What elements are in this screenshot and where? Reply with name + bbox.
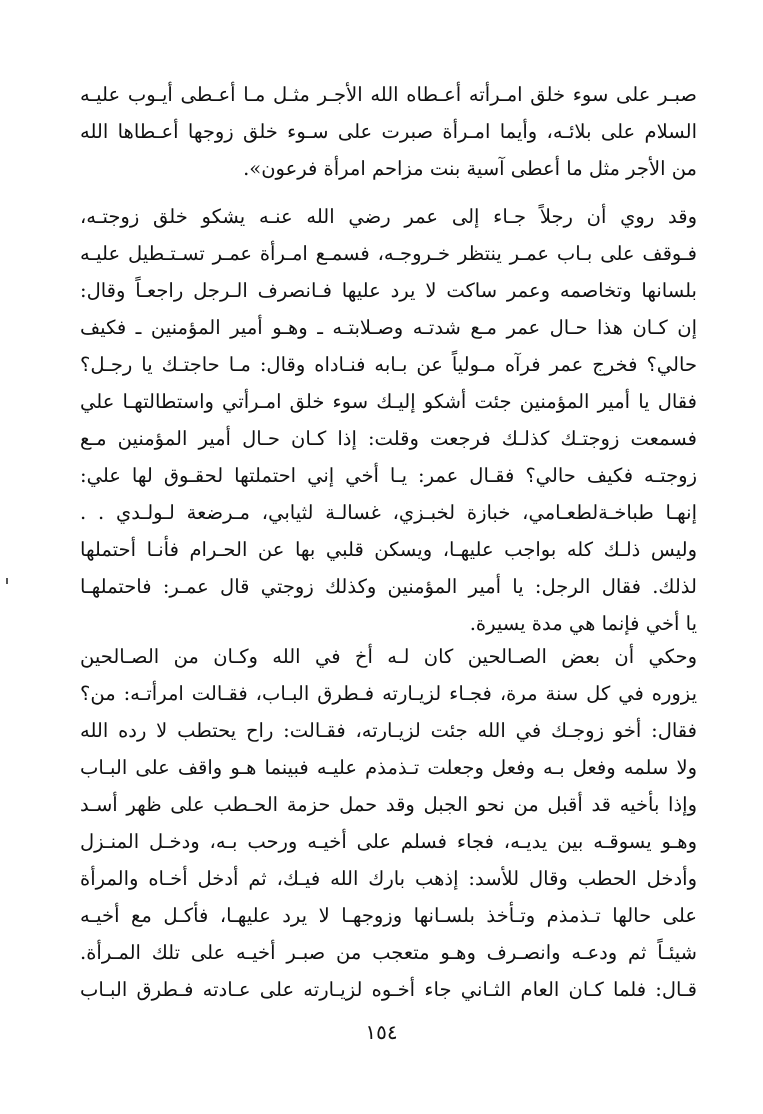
paragraph-1	[80, 76, 697, 187]
text-line: بلسانها وتخاصمه وعمر ساكت لا يرد عليها فـانصرف الـرجل راجعـاً وقال:	[80, 279, 697, 302]
text-line: قـال: فلما كـان العام الثـاني جاء أخـوه لزيـارته على عـادته فـطرق البـاب	[80, 978, 697, 1001]
paragraph-2	[80, 198, 697, 642]
text-line: فقال: أخو زوجـك في الله جئت لزيـارته، فقـالت: راح يحتطب لا رده الله	[80, 719, 697, 742]
text-line: من الأجر مثل ما أعطى آسية بنت مزاحم امرأة فرعون».	[243, 157, 697, 180]
text-line: السلام على بلائـه، وأيما امـرأة صبرت على سـوء خلق زوجها أعـطاها الله	[80, 120, 697, 143]
text-line: على حالها تـذمذم وتـأخذ بلسـانها وزوجهـا لا يرد عليهـا، فأكـل مع أخيـه	[80, 904, 697, 927]
text-line: وإذا بأخيه قد أقبل من نحو الجبل وقد حمل حزمة الحـطب على ظهر أسـد	[80, 793, 697, 816]
text-line: يا أخي فإنما هي مدة يسيرة.	[469, 612, 697, 635]
paragraph-3	[80, 638, 697, 1008]
text-line: يزوره في كل سنة مرة، فجـاء لزيـارته فـطرق البـاب، فقـالت امرأتـه: من؟	[80, 682, 697, 705]
text-line: وقد روي أن رجلاً جـاء إلى عمر رضي الله عنـه يشكو خلق زوجتـه،	[80, 205, 697, 228]
text-line: وهـو يسوقـه بين يديـه، فجاء فسلم على أخيـه ورحب بـه، ودخـل المنـزل	[80, 830, 697, 853]
scan-artifact	[6, 578, 8, 584]
text-line: وحكي أن بعض الصـالحين كان لـه أخ في الله وكـان من الصـالحين	[80, 645, 697, 668]
text-line: فقال يا أمير المؤمنين جئت أشكو إليـك سوء خلق امـرأتي واستطالتهـا علي	[80, 390, 697, 413]
text-line: حالي؟ فخرج عمر فرآه مـولياً عن بـابه فنـاداه وقال: مـا حاجتـك يا رجـل؟	[80, 353, 697, 376]
text-line: إن كـان هذا حـال عمر مـع شدتـه وصـلابتـه ـ وهـو أمير المؤمنين ـ فكيف	[80, 316, 697, 339]
text-line: إنهـا طباخـةلطعـامي، خبازة لخبـزي، غسالـة لثيابي، مـرضعة لـولـدي . .	[80, 501, 697, 524]
text-line: وليس ذلـك كله بواجب عليهـا، ويسكن قلبي بها عن الحـرام فأنـا أحتملها	[80, 538, 697, 561]
text-line: ولا سلمه وفعل بـه وفعل وجعلت تـذمذم عليـه فبينما هـو واقف على البـاب	[80, 756, 697, 779]
text-line: زوجتـه فكيف حالي؟ فقـال عمر: يـا أخي إني احتملتها لحقـوق لها علي:	[80, 464, 697, 487]
text-line: صبـر على سوء خلق امـرأته أعـطاه الله الأجـر مثـل مـا أعـطى أيـوب عليـه	[80, 83, 697, 106]
text-line: شيئـاً ثم ودعـه وانصـرف وهـو متعجب من صبـر أخيـه على تلك المـرأة.	[80, 941, 697, 964]
text-line: فسمعت زوجتـك كذلـك فرجعت وقلت: إذا كـان حـال أمير المؤمنين مـع	[80, 427, 697, 450]
text-line: وأدخل الحطب وقال للأسد: إذهب بارك الله فيـك، ثم أدخل أخـاه والمرأة	[80, 867, 697, 890]
text-line: لذلك. فقال الرجل: يا أمير المؤمنين وكذلك زوجتي قال عمـر: فاحتملهـا	[80, 575, 697, 598]
text-line: فـوقف على بـاب عمـر ينتظر خـروجـه، فسمـع امـرأة عمـر تسـتـطيل عليـه	[80, 242, 697, 265]
page-number: ١٥٤	[365, 1020, 398, 1044]
